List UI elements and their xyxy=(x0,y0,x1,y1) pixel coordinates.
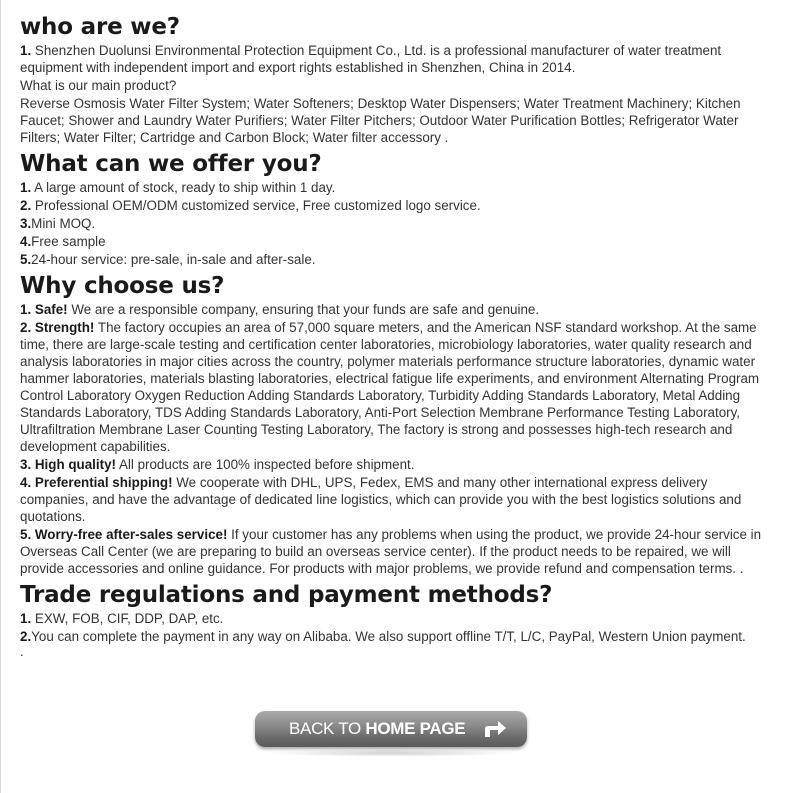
who-question: What is our main product? xyxy=(20,78,177,93)
why-text-2: The factory occupies an area of 57,000 square meters, and the American NSF standard workshop. At the same time, there are large-scale testing and certification center laboratories, microbiology laboratories, water quality research and analysis laboratories in major cities across the country, polymer materials performance structure laboratories, dynamic water hammer laboratories, materials blasting laboratories, electrical fatigue life experiments, and environment Alternating Program Control Laboratory Oxygen Reduction Adding Standards Laboratory, Turbidity Adding Standards Laboratory, Metal Adding Standards Laboratory, TDS Adding Standards Laboratory, Anti-Port Selection Membrane Performance Testing Laboratory, Ultrafiltration Membrane Laser Counting Testing Laboratory, The factory is strong and possesses high-tech research and development capabilities. xyxy=(20,320,760,454)
offer-item-1 xyxy=(20,179,768,196)
trade-text-2: You can complete the payment in any way on Alibaba. We also support offline T/T, L/C, PayPal, Western Union payment. xyxy=(31,629,746,644)
section-title-trade: Trade regulations and payment methods? xyxy=(20,582,553,608)
why-item-3 xyxy=(20,456,768,473)
trade-num-1: 1. xyxy=(20,611,32,626)
why-item-2 xyxy=(20,319,768,455)
offer-num-3: 3. xyxy=(20,216,32,231)
content xyxy=(20,12,768,658)
trade-item-2 xyxy=(20,628,768,645)
who-products: Reverse Osmosis Water Filter System; Water Softeners; Desktop Water Dispensers; Water Treatment Machinery; Kitchen Faucet; Shower and Laundry Water Purifiers; Water Filter Pitchers; Outdoor Water Purification Bottles; Refrigerator Water Filters; Water Filter; Cartridge and Carbon Block; Water filter accessory . xyxy=(20,96,741,145)
why-num-3: 3. High quality! xyxy=(20,457,116,472)
section-title-why: Why choose us? xyxy=(20,273,225,299)
offer-text-3: Mini MOQ. xyxy=(31,216,96,231)
why-num-4: 4. Preferential shipping! xyxy=(20,475,173,490)
why-text-5: If your customer has any problems when using the product, we provide 24-hour service in Overseas Call Center (we are preparing to build an overseas service center). If the product needs to be repaired, we will provide accessories and online guidance. For products with major problems, we provide refund and compensation terms. . xyxy=(20,527,762,576)
back-to-label: BACK TO xyxy=(289,719,366,738)
why-num-2: 2. Strength! xyxy=(20,320,95,335)
who-text: Shenzhen Duolunsi Environmental Protection Equipment Co., Ltd. is a professional manufacturer of water treatment equipment with independent import and export rights established in Shenzhen, China in 2014. xyxy=(20,43,722,75)
offer-num-1: 1. xyxy=(20,180,32,195)
trade-num-2: 2. xyxy=(20,629,32,644)
back-to-home-button[interactable] xyxy=(255,711,527,747)
why-item-1 xyxy=(20,301,768,318)
offer-text-2: Professional OEM/ODM customized service, Free customized logo service. xyxy=(31,198,481,213)
why-item-5 xyxy=(20,526,768,577)
offer-item-3 xyxy=(20,215,768,232)
who-num: 1. xyxy=(20,43,32,58)
who-paragraph xyxy=(20,42,768,76)
home-page-label: HOME PAGE xyxy=(365,719,466,738)
offer-text-4: Free sample xyxy=(31,234,106,249)
why-item-4 xyxy=(20,474,768,525)
trailing-dot: . xyxy=(20,644,24,659)
offer-text-1: A large amount of stock, ready to ship within 1 day. xyxy=(31,180,336,195)
back-to-home-wrapper xyxy=(255,711,527,757)
share-arrow-icon xyxy=(483,720,507,738)
offer-item-2 xyxy=(20,197,768,214)
why-num-5: 5. Worry-free after-sales service! xyxy=(20,527,228,542)
offer-num-5: 5. xyxy=(20,252,32,267)
section-title-offer: What can we offer you? xyxy=(20,151,322,177)
why-text-4: We cooperate with DHL, UPS, Fedex, EMS and many other international express delivery companies, and have the advantage of dedicated line logistics, which can provide you with the best logistics solutions and quotations. xyxy=(20,475,742,524)
offer-item-5 xyxy=(20,251,768,268)
why-text-3: All products are 100% inspected before shipment. xyxy=(115,457,415,472)
section-title-who: who are we? xyxy=(20,14,180,40)
back-to-home-label xyxy=(289,719,465,739)
trade-item-1 xyxy=(20,610,768,627)
offer-num-4: 4. xyxy=(20,234,32,249)
why-text-1: We are a responsible company, ensuring that your funds are safe and genuine. xyxy=(67,302,540,317)
offer-num-2: 2. xyxy=(20,198,32,213)
left-border xyxy=(0,0,1,793)
button-reflection xyxy=(266,749,516,757)
why-num-1: 1. Safe! xyxy=(20,302,68,317)
offer-item-4 xyxy=(20,233,768,250)
trade-text-1: EXW, FOB, CIF, DDP, DAP, etc. xyxy=(31,611,224,626)
offer-text-5: 24-hour service: pre-sale, in-sale and after-sale. xyxy=(31,252,316,267)
